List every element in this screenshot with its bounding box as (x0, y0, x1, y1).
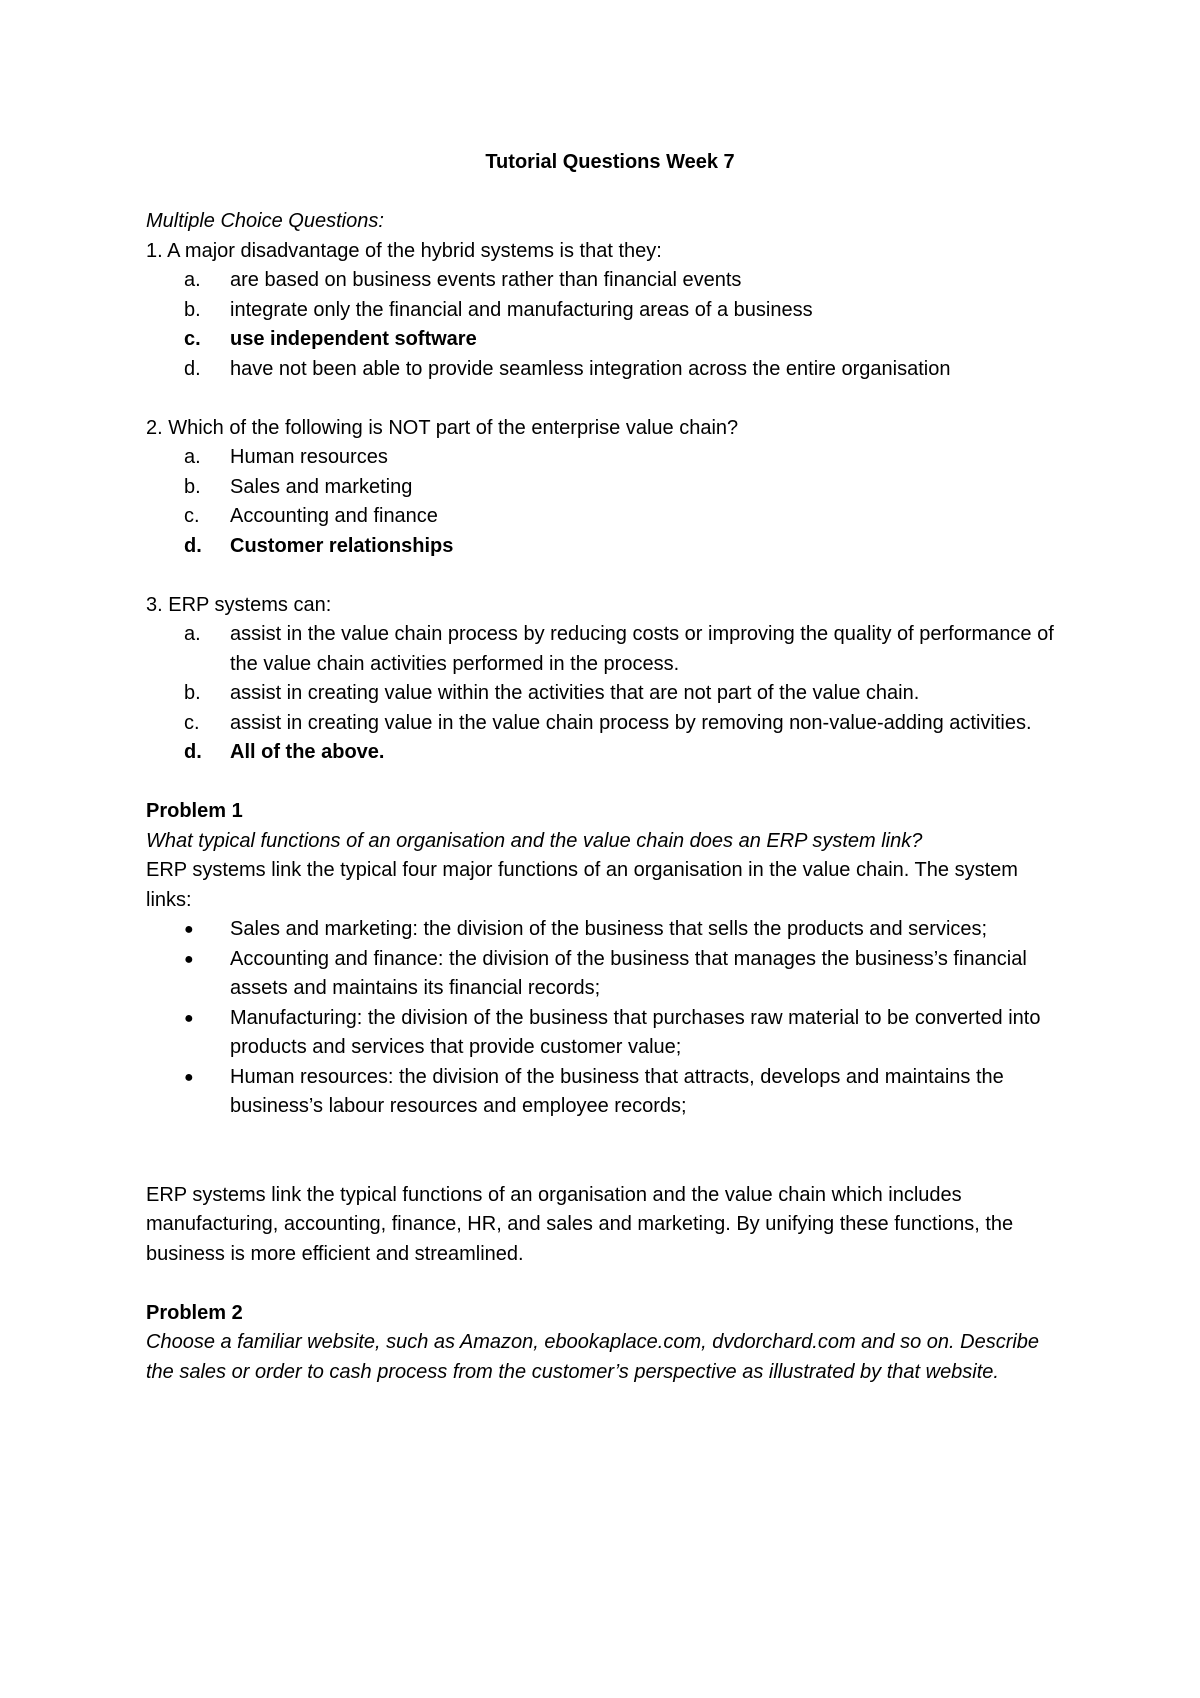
option-text: All of the above. (230, 741, 385, 763)
option-letter: b. (184, 475, 201, 498)
option-text: assist in creating value in the value chain process by removing non-value-adding activities. (230, 711, 1032, 734)
option-letter: d. (184, 357, 201, 380)
mcq-heading: Multiple Choice Questions: (146, 210, 384, 232)
bullet-icon: ● (184, 1068, 194, 1086)
list-item-text: Sales and marketing: the division of the business that sells the products and services; (230, 918, 988, 940)
option-item-answer (146, 325, 1066, 355)
option-letter: d. (184, 741, 202, 763)
spacer (146, 1269, 1066, 1299)
page-title: Tutorial Questions Week 7 (485, 151, 735, 173)
option-item (146, 620, 1066, 679)
option-text: use independent software (230, 328, 477, 350)
question-stem: 1. A major disadvantage of the hybrid systems is that they: (146, 239, 662, 262)
option-letter: a. (184, 446, 201, 468)
option-text: integrate only the financial and manufacturing areas of a business (230, 298, 813, 321)
option-letter: c. (184, 505, 200, 527)
problem-intro: ERP systems link the typical four major functions of an organisation in the value chain. The system links: (146, 859, 1018, 911)
option-item (146, 266, 1066, 296)
option-text: Human resources (230, 446, 388, 468)
option-letter: c. (184, 328, 201, 350)
option-letter: b. (184, 682, 201, 704)
bullet-list (146, 915, 1066, 1122)
option-text: Sales and marketing (230, 475, 413, 498)
list-item (146, 1004, 1066, 1063)
problem-question: Choose a familiar website, such as Amazon, ebookaplace.com, dvdorchard.com and so on. Describe the sales or order to cash process from the customer’s perspective as illustrated by that website. (146, 1331, 1040, 1383)
option-text: have not been able to provide seamless integration across the entire organisation (230, 357, 951, 380)
option-letter: c. (184, 711, 200, 734)
option-list (146, 443, 1066, 561)
option-list (146, 620, 1066, 768)
option-text: Accounting and finance (230, 505, 438, 527)
option-item-answer (146, 738, 1066, 768)
option-letter: b. (184, 298, 201, 321)
bullet-icon: ● (184, 921, 194, 938)
option-letter: a. (184, 269, 201, 291)
question-2 (146, 414, 1066, 562)
option-text: assist in creating value within the activities that are not part of the value chain. (230, 682, 920, 704)
option-item-answer (146, 532, 1066, 562)
spacer (146, 561, 1066, 591)
option-item (146, 473, 1066, 503)
document-body (146, 148, 1066, 1387)
problem-heading: Problem 1 (146, 800, 243, 822)
list-item-text: Manufacturing: the division of the business that purchases raw material to be converted into products and services that provide customer value; (230, 1006, 1041, 1058)
spacer (146, 178, 1066, 208)
question-stem: 3. ERP systems can: (146, 593, 332, 616)
option-letter: d. (184, 534, 202, 557)
option-item (146, 296, 1066, 326)
question-1 (146, 237, 1066, 385)
problem-2 (146, 1299, 1066, 1388)
bullet-icon: ● (184, 950, 194, 968)
question-stem: 2. Which of the following is NOT part of the enterprise value chain? (146, 416, 739, 439)
option-list (146, 266, 1066, 384)
problem-1 (146, 797, 1066, 1269)
option-text: assist in the value chain process by reducing costs or improving the quality of performance of the value chain activities performed in the process. (230, 623, 1054, 675)
problem-summary: ERP systems link the typical functions of an organisation and the value chain which includes manufacturing, accounting, finance, HR, and sales and marketing. By unifying these functions, the business is more efficient and streamlined. (146, 1183, 1014, 1265)
spacer (146, 384, 1066, 414)
bullet-icon: ● (184, 1009, 194, 1027)
option-item (146, 502, 1066, 532)
spacer (146, 1122, 1066, 1181)
option-text: Customer relationships (230, 534, 454, 557)
list-item (146, 1063, 1066, 1122)
question-3 (146, 591, 1066, 768)
option-item (146, 679, 1066, 709)
list-item (146, 915, 1066, 945)
list-item-text: Human resources: the division of the business that attracts, develops and maintains the business’s labour resources and employee records; (230, 1065, 1004, 1117)
spacer (146, 768, 1066, 798)
problem-heading: Problem 2 (146, 1301, 243, 1324)
list-item (146, 945, 1066, 1004)
option-item (146, 709, 1066, 739)
option-text: are based on business events rather than financial events (230, 269, 742, 291)
option-letter: a. (184, 623, 201, 645)
problem-question: What typical functions of an organisation and the value chain does an ERP system link? (146, 829, 923, 852)
option-item (146, 355, 1066, 385)
list-item-text: Accounting and finance: the division of the business that manages the business’s financial assets and maintains its financial records; (230, 947, 1027, 999)
option-item (146, 443, 1066, 473)
